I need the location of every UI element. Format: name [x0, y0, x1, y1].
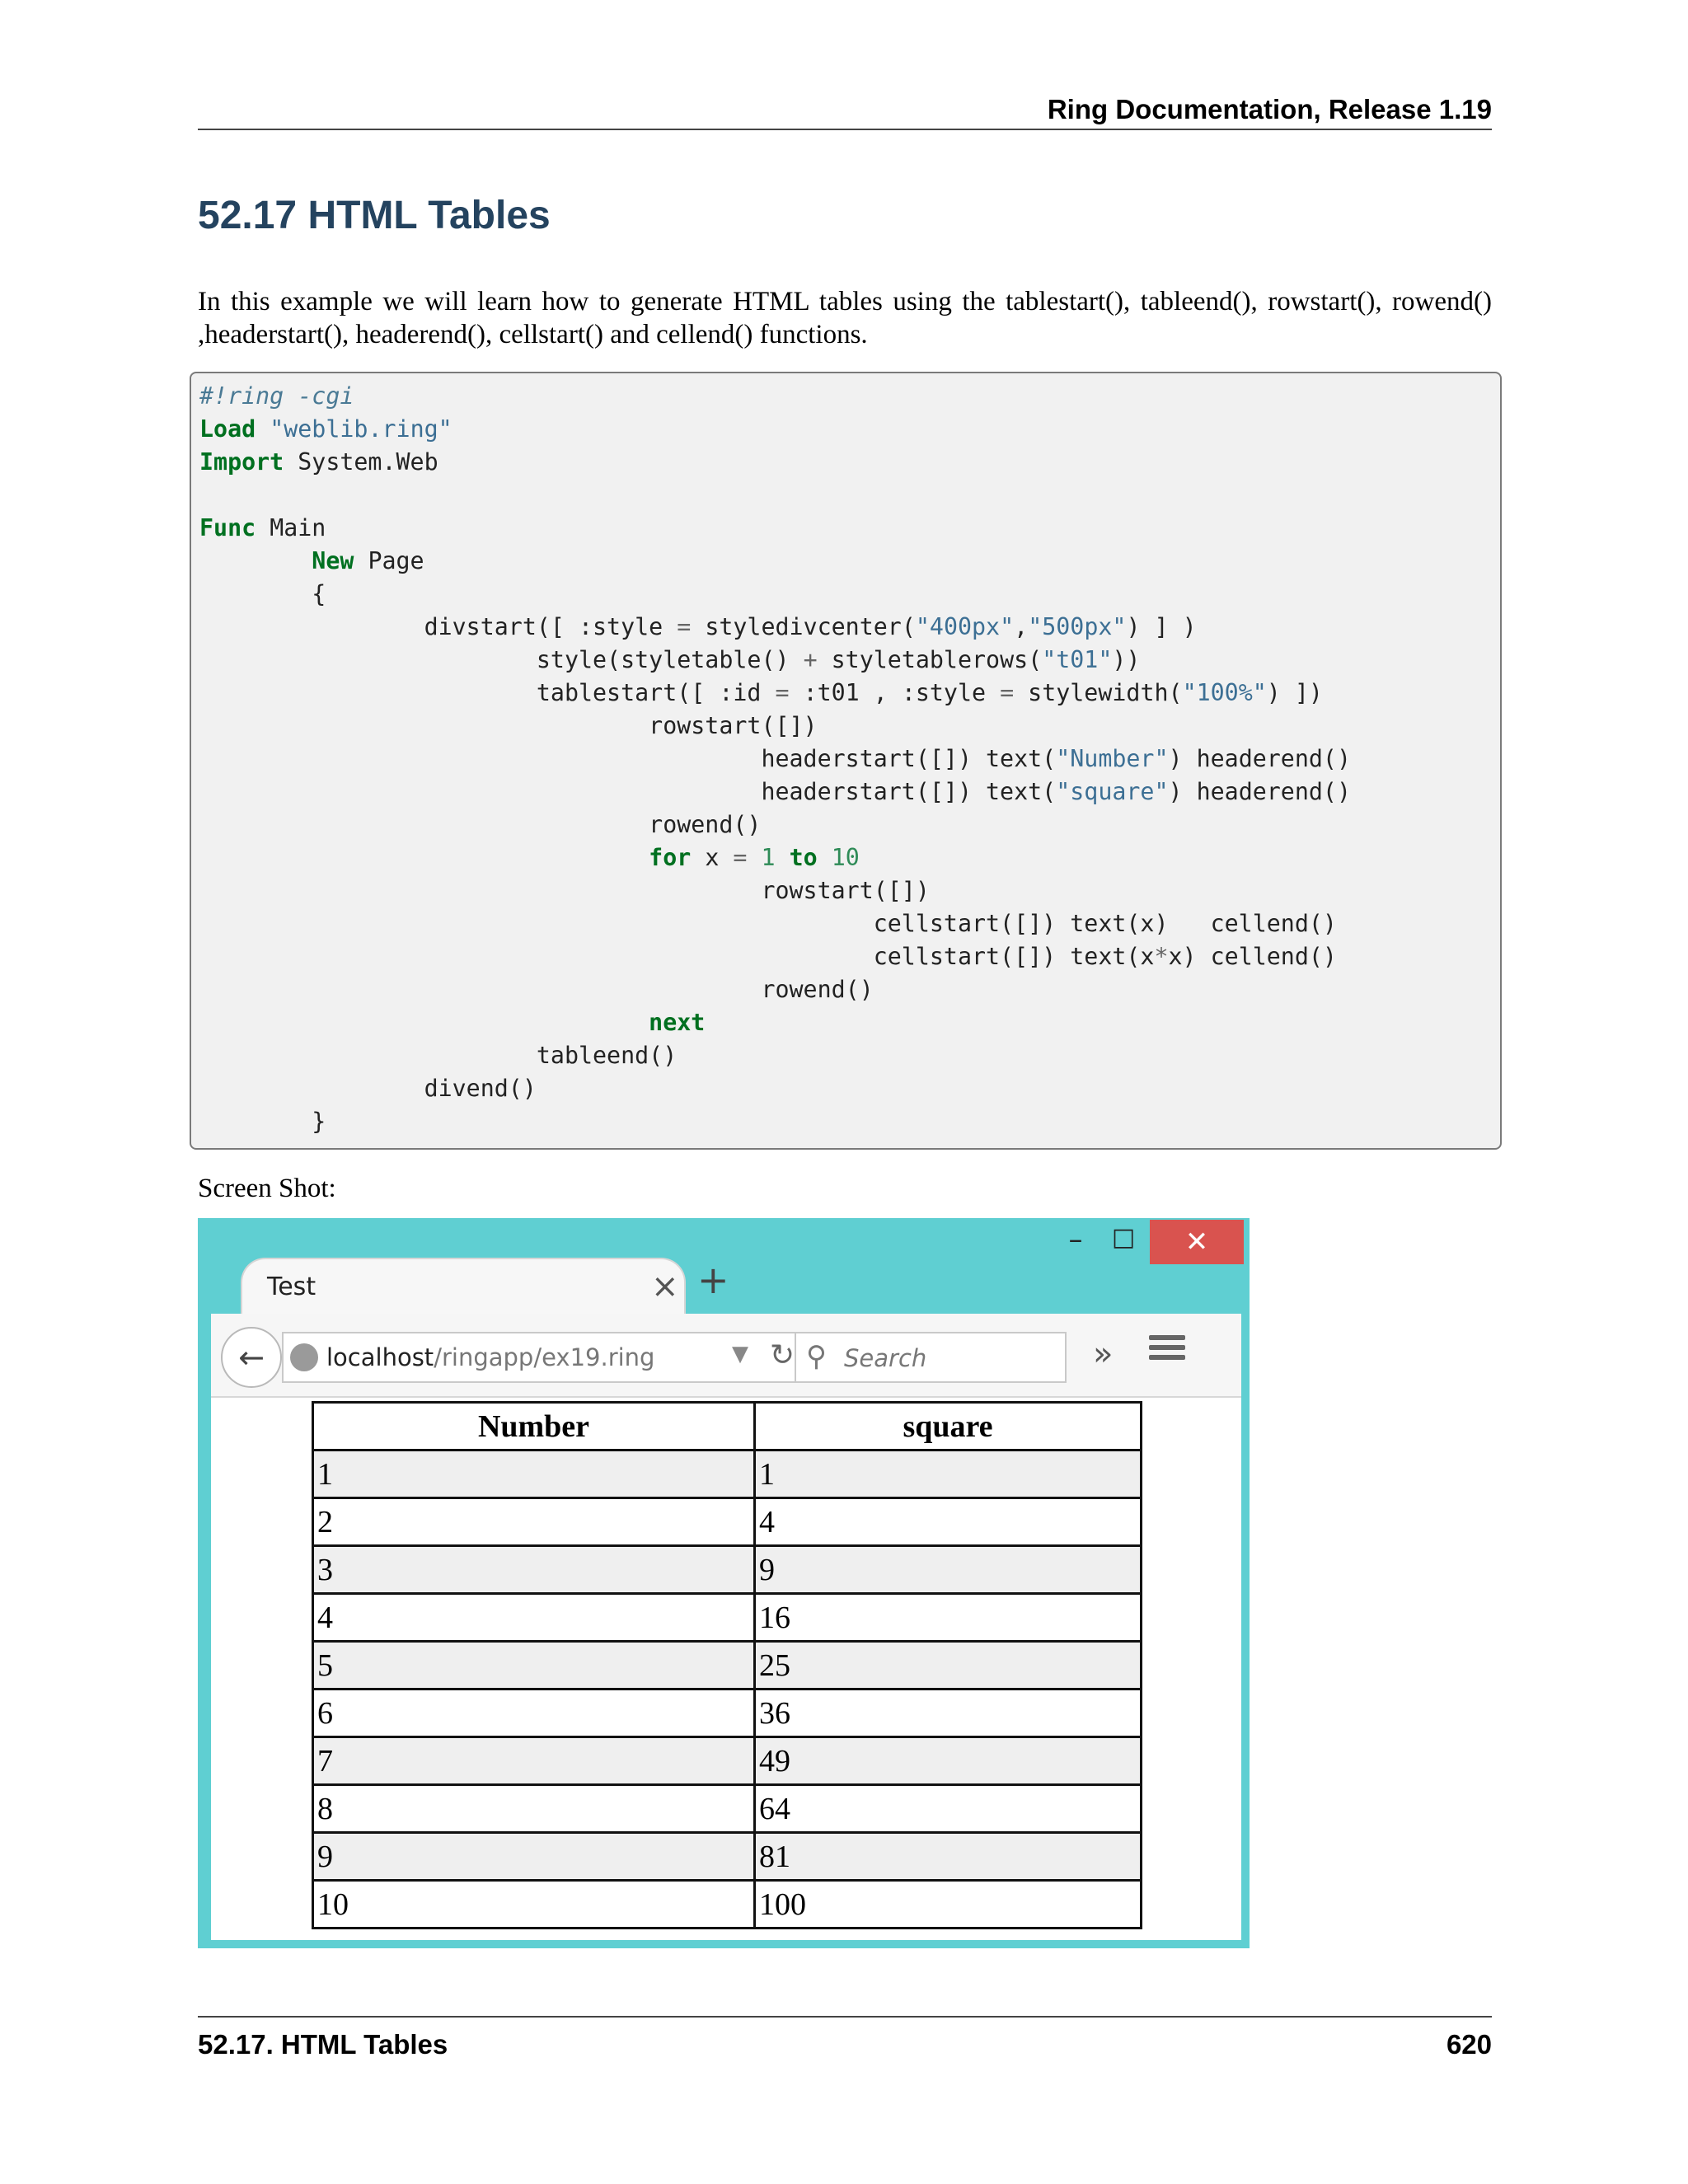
cell-number: 5 — [313, 1642, 755, 1690]
page-header — [198, 92, 1492, 130]
code-token: next — [649, 1009, 706, 1036]
browser-window — [198, 1218, 1250, 1948]
code-line — [199, 1039, 1351, 1072]
code-line — [199, 479, 1351, 512]
url-host: localhost — [326, 1343, 434, 1371]
table-row — [313, 1546, 1142, 1594]
code-line — [199, 578, 1351, 611]
code-token: ) headerend() — [1168, 778, 1351, 805]
code-line — [199, 644, 1351, 677]
code-lines — [199, 380, 1351, 1138]
cell-number: 7 — [313, 1737, 755, 1785]
cell-number: 2 — [313, 1498, 755, 1546]
cell-number: 9 — [313, 1833, 755, 1881]
code-line — [199, 512, 1351, 545]
close-tab-icon[interactable]: × — [651, 1268, 679, 1305]
code-token: "weblib.ring" — [270, 415, 452, 443]
code-token — [256, 415, 270, 443]
code-token: Page — [354, 547, 424, 574]
code-token: #!ring -cgi — [199, 382, 354, 410]
cell-square: 49 — [755, 1737, 1142, 1785]
table-body — [313, 1451, 1142, 1929]
code-token: = — [733, 844, 748, 871]
code-token: tablestart([ :id — [199, 679, 776, 706]
code-token: cellstart([]) text(x) cellend() — [199, 910, 1337, 937]
table-row — [313, 1642, 1142, 1690]
page-viewport — [211, 1398, 1241, 1940]
table-row — [313, 1785, 1142, 1833]
table-row — [313, 1690, 1142, 1737]
code-token — [199, 547, 312, 574]
code-line — [199, 940, 1351, 973]
url-path: /ringapp/ex19.ring — [434, 1343, 655, 1371]
code-token: Func — [199, 514, 256, 541]
code-line — [199, 973, 1351, 1006]
code-token: = — [775, 679, 790, 706]
tab-title: Test — [267, 1272, 316, 1301]
code-line — [199, 907, 1351, 940]
code-token: rowstart([]) — [199, 877, 930, 904]
code-token: "t01" — [1042, 646, 1113, 673]
code-line — [199, 1006, 1351, 1039]
cell-number: 10 — [313, 1881, 755, 1929]
code-token — [776, 844, 790, 871]
code-token: Load — [199, 415, 256, 443]
code-token: "100%" — [1182, 679, 1267, 706]
code-line — [199, 545, 1351, 578]
code-block — [190, 372, 1502, 1150]
header-square: square — [755, 1403, 1142, 1451]
code-token — [818, 844, 832, 871]
browser-toolbar — [211, 1314, 1241, 1398]
code-token — [199, 1009, 649, 1036]
overflow-menu-icon[interactable]: » — [1093, 1335, 1114, 1373]
code-line — [199, 1072, 1351, 1105]
code-token — [199, 844, 649, 871]
table-row — [313, 1498, 1142, 1546]
code-token: styledivcenter( — [691, 613, 916, 640]
code-token: ) ]) — [1266, 679, 1323, 706]
code-token: } — [199, 1108, 326, 1135]
cell-number: 1 — [313, 1451, 755, 1498]
code-token: 1 — [761, 844, 776, 871]
cell-square: 100 — [755, 1881, 1142, 1929]
cell-square: 81 — [755, 1833, 1142, 1881]
search-icon: ⚲ — [806, 1340, 827, 1373]
code-line — [199, 874, 1351, 907]
section-title: 52.17 HTML Tables — [198, 194, 551, 237]
table-row — [313, 1594, 1142, 1642]
code-token: for — [649, 844, 692, 871]
close-window-button[interactable]: ✕ — [1150, 1220, 1244, 1264]
table-row — [313, 1833, 1142, 1881]
cell-square: 9 — [755, 1546, 1142, 1594]
code-token: rowend() — [199, 811, 762, 838]
code-line — [199, 380, 1351, 413]
code-token: New — [312, 547, 354, 574]
code-token: = — [677, 613, 692, 640]
code-token: = — [1000, 679, 1015, 706]
cell-number: 8 — [313, 1785, 755, 1833]
code-token: x — [691, 844, 734, 871]
code-token — [747, 844, 761, 871]
code-token: headerstart([]) text( — [199, 778, 1057, 805]
cell-square: 64 — [755, 1785, 1142, 1833]
code-token: * — [1154, 943, 1169, 970]
code-token: ) headerend() — [1168, 745, 1351, 772]
code-token: Import — [199, 448, 284, 476]
code-token: "400px" — [915, 613, 1015, 640]
search-box[interactable] — [795, 1332, 1067, 1383]
document-title: Ring Documentation, Release 1.19 — [1047, 94, 1492, 124]
squares-table — [312, 1401, 1142, 1929]
code-line — [199, 677, 1351, 710]
code-line — [199, 413, 1351, 446]
search-input[interactable] — [844, 1342, 1058, 1375]
cell-square: 1 — [755, 1451, 1142, 1498]
table-row — [313, 1881, 1142, 1929]
screenshot-label: Screen Shot: — [198, 1174, 336, 1203]
code-token: :t01 , :style — [789, 679, 1001, 706]
cell-square: 25 — [755, 1642, 1142, 1690]
code-token: to — [789, 844, 818, 871]
code-token: tableend() — [199, 1042, 678, 1069]
code-token: System.Web — [284, 448, 438, 476]
cell-number: 6 — [313, 1690, 755, 1737]
cell-square: 16 — [755, 1594, 1142, 1642]
code-line — [199, 611, 1351, 644]
code-token: style(styletable() — [199, 646, 804, 673]
globe-icon — [290, 1343, 318, 1371]
url-text — [326, 1343, 654, 1371]
code-token: headerstart([]) text( — [199, 745, 1057, 772]
maximize-button[interactable]: □ — [1111, 1223, 1136, 1252]
code-line — [199, 743, 1351, 776]
footer-section: 52.17. HTML Tables — [198, 2029, 448, 2060]
code-token: rowstart([]) — [199, 712, 818, 739]
code-token: divend() — [199, 1075, 537, 1102]
code-token: "Number" — [1056, 745, 1169, 772]
hamburger-menu-icon[interactable] — [1149, 1330, 1185, 1371]
page-footer — [198, 2016, 1492, 2065]
code-token: Main — [256, 514, 326, 541]
code-token: x) cellend() — [1168, 943, 1337, 970]
code-token: 10 — [831, 844, 860, 871]
reload-icon[interactable]: ↻ — [770, 1338, 795, 1372]
code-token: + — [803, 646, 818, 673]
browser-tab[interactable] — [241, 1258, 686, 1317]
code-token: rowend() — [199, 976, 874, 1003]
address-bar[interactable] — [282, 1332, 811, 1383]
code-line — [199, 808, 1351, 841]
cell-number: 3 — [313, 1546, 755, 1594]
code-token: stylewidth( — [1014, 679, 1183, 706]
cell-number: 4 — [313, 1594, 755, 1642]
table-row — [313, 1451, 1142, 1498]
code-line — [199, 710, 1351, 743]
code-line — [199, 841, 1351, 874]
minimize-button[interactable]: – — [1068, 1223, 1083, 1256]
new-tab-button[interactable]: + — [697, 1258, 729, 1302]
code-token: , — [1014, 613, 1029, 640]
code-token: styletablerows( — [817, 646, 1043, 673]
code-token: )) — [1112, 646, 1141, 673]
code-line — [199, 1105, 1351, 1138]
code-token: "square" — [1056, 778, 1169, 805]
table-header-row — [313, 1403, 1142, 1451]
table-row — [313, 1737, 1142, 1785]
cell-square: 36 — [755, 1690, 1142, 1737]
back-button[interactable]: ← — [221, 1327, 282, 1388]
intro-paragraph: In this example we will learn how to generate HTML tables using the tablestart(), tableend(), rowstart(), rowend() ,headerstart(), headerend(), cellstart() and cellend() functions. — [198, 287, 1492, 349]
code-token: divstart([ :style — [199, 613, 678, 640]
code-line — [199, 446, 1351, 479]
code-token: cellstart([]) text(x — [199, 943, 1155, 970]
code-token: "500px" — [1028, 613, 1127, 640]
code-token: ) ] ) — [1126, 613, 1197, 640]
code-token: { — [199, 580, 326, 607]
page-number: 620 — [1446, 2029, 1492, 2060]
code-line — [199, 776, 1351, 808]
url-dropdown-icon[interactable]: ▼ — [732, 1342, 748, 1366]
header-number: Number — [313, 1403, 755, 1451]
cell-square: 4 — [755, 1498, 1142, 1546]
